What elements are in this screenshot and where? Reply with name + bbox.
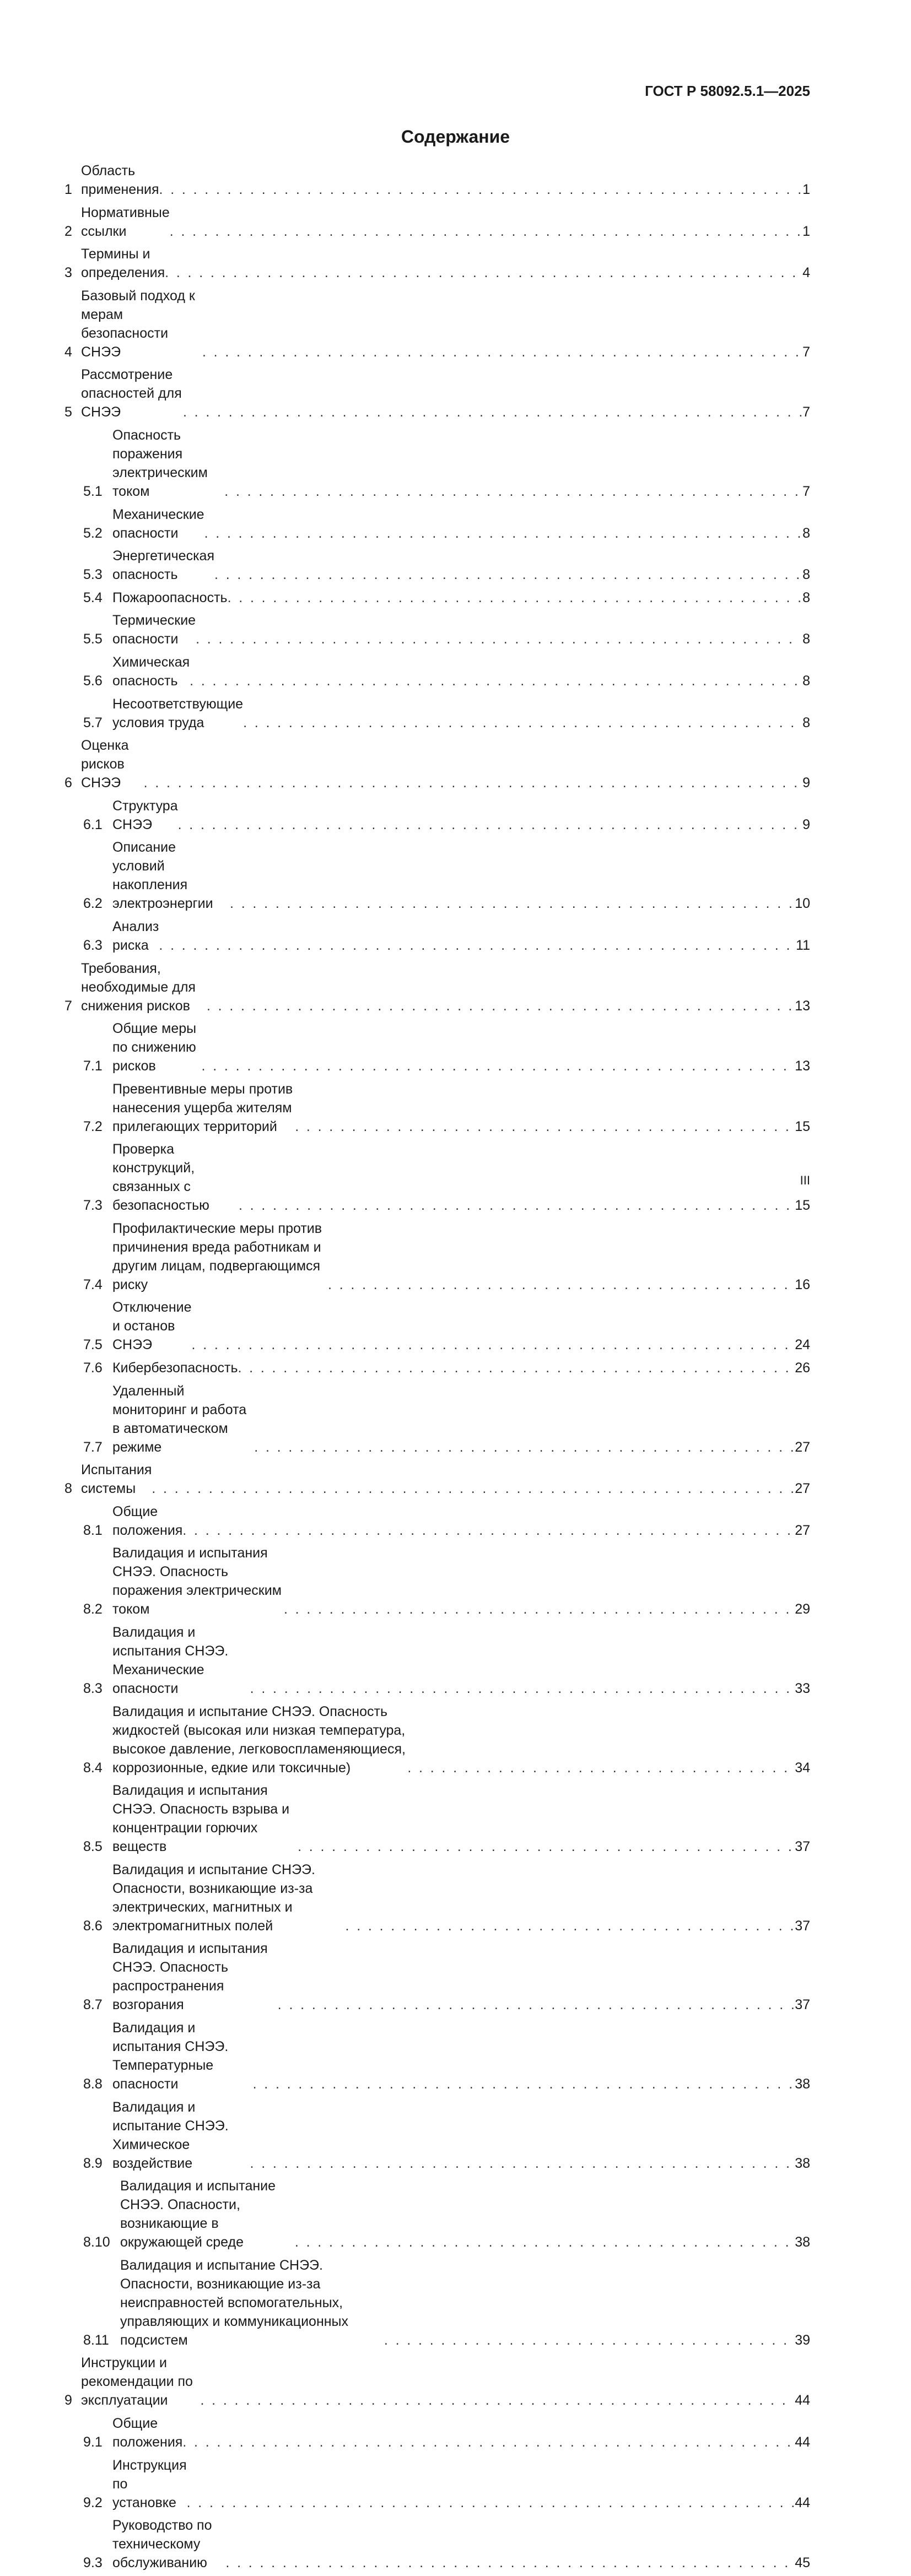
toc-entry[interactable] [64,1359,810,1377]
dot-leader [190,672,801,690]
toc-entry-page: 45 [795,2555,810,2571]
dot-leader [254,1438,794,1457]
toc-entry-title: Несоответствующие условия труда [112,696,244,730]
toc-entry-title: Валидация и испытания СНЭЭ. Опасность взрыва и концентрации горючих веществ [112,1783,290,1855]
toc-entry[interactable] [64,611,810,648]
toc-entry-number: 8.2 [83,1601,103,1617]
toc-entry-number: 2 [64,223,72,239]
dot-leader [159,180,802,199]
toc-entry[interactable] [64,1080,810,1136]
toc-entry-title: Область применения [81,163,159,197]
dot-leader [225,2553,794,2572]
dot-leader [182,1521,794,1540]
dot-leader [178,815,801,834]
toc-entry-title: Валидация и испытание СНЭЭ. Опасности, возникающие в окружающей среде [120,2178,276,2250]
dot-leader [202,343,801,361]
toc-entry-number: 8.1 [83,1522,103,1538]
toc-entry-number: 5 [64,404,72,420]
toc-entry-page: 15 [795,1198,810,1214]
toc-entry-title: Пожароопасность [112,589,228,605]
toc-entry-number: 6 [64,775,72,791]
toc-entry-page: 9 [802,816,810,832]
toc-entry[interactable] [64,838,810,913]
toc-entry-page: 27 [795,1481,810,1497]
toc-entry-title: Валидация и испытание СНЭЭ. Опасности, возникающие из-за неисправностей вспомогательных, управляющих и коммуникационных подсистем [120,2257,349,2348]
toc-entry-title: Базовый подход к мерам безопасности СНЭЭ [81,288,195,360]
toc-entry-title: Удаленный мониторинг и работа в автоматическом режиме [112,1383,247,1455]
toc-entry-number: 9.1 [83,2434,103,2450]
toc-entry-page: 8 [802,673,810,689]
toc-entry-number: 6.3 [83,937,103,953]
toc-entry-page: 38 [795,2155,810,2171]
toc-entry-number: 7 [64,998,72,1014]
toc-entry-title: Валидация и испытания СНЭЭ. Опасность поражения электрическим током [112,1545,282,1617]
toc-entry[interactable] [64,245,810,282]
toc-entry-page: 33 [795,1681,810,1697]
toc-entry-page: 15 [795,1118,810,1134]
dot-leader [182,2433,794,2451]
toc-entry[interactable] [64,2456,810,2512]
toc-entry-title: Оценка рисков СНЭЭ [81,738,129,791]
dot-leader [250,1679,794,1698]
toc-entry-page: 7 [802,344,810,360]
toc-entry-title: Общие меры по снижению рисков [112,1021,197,1074]
toc-entry-title: Кибербезопасность [112,1360,238,1376]
toc-entry-title: Термины и определения [81,246,165,281]
toc-entry-page: 37 [795,1918,810,1934]
dot-leader [243,713,801,732]
toc-entry[interactable] [64,1544,810,1619]
toc-entry-number: 5.3 [83,567,103,583]
toc-entry[interactable] [64,2414,810,2451]
toc-entry[interactable] [64,1382,810,1457]
toc-entry-title: Отключение и останов СНЭЭ [112,1300,192,1353]
toc-entry-page: 1 [802,182,810,197]
toc-entry-number: 7.5 [83,1337,103,1353]
toc-entry-page: 26 [795,1360,810,1376]
toc-entry[interactable] [64,1502,810,1540]
toc-entry-title: Инструкция по установке [112,2457,187,2510]
toc-entry-number: 8.6 [83,1918,103,1934]
toc-entry[interactable] [64,365,810,421]
toc-entry-page: 39 [795,2332,810,2348]
toc-entry-number: 7.6 [83,1360,103,1376]
toc-entry[interactable] [64,2018,810,2093]
dot-leader [196,630,801,648]
toc-entry-page: 34 [795,1760,810,1776]
toc-entry[interactable] [64,1939,810,2014]
dot-leader [230,894,794,913]
toc-entry-number: 9 [64,2393,72,2409]
toc-entry-number: 7.2 [83,1118,103,1134]
toc-entry[interactable] [64,1702,810,1777]
toc-entry[interactable] [64,1781,810,1856]
toc-entry-page: 38 [795,2234,810,2250]
toc-entry[interactable] [64,2353,810,2410]
toc-entry-page: 16 [795,1276,810,1292]
toc-entry-title: Валидация и испытания СНЭЭ. Температурные опасности [112,2020,229,2092]
toc-entry-title: Механические опасности [112,506,204,541]
toc-entry[interactable] [64,546,810,584]
toc-entry-number: 8.10 [83,2234,110,2250]
toc-entry-title: Рассмотрение опасностей для СНЭЭ [81,367,182,420]
toc-entry-title: Энергетическая опасность [112,548,214,583]
toc-entry[interactable] [64,1019,810,1075]
dot-leader [228,588,802,607]
toc-entry-number: 8.7 [83,1997,103,2013]
toc-entry-page: 1 [802,223,810,239]
toc-entry-page: 44 [795,2393,810,2409]
dot-leader [250,2154,794,2173]
toc-entry-number: 8.8 [83,2076,103,2092]
toc-entry-title: Профилактические меры против причинения вреда работникам и другим лицам, подвергающимся риску [112,1220,322,1292]
toc-entry-page: 24 [795,1337,810,1353]
toc-entry-page: 8 [802,631,810,647]
toc-entry[interactable] [64,1298,810,1354]
dot-leader [328,1275,794,1294]
toc-entry-title: Нормативные ссылки [81,204,170,239]
toc-entry-title: Превентивные меры против нанесения ущерба жителям прилегающих территорий [112,1081,293,1134]
toc-entry-number: 5.1 [83,483,103,499]
toc-entry[interactable] [64,161,810,199]
dot-leader [346,1917,794,1935]
toc-entry-page: 13 [795,998,810,1014]
toc-entry-page: 7 [802,404,810,420]
toc-entry[interactable] [64,959,810,1015]
toc-entry-number: 7.4 [83,1276,103,1292]
toc-entry-number: 8.11 [83,2332,109,2348]
toc-entry-title: Анализ риска [112,918,159,953]
toc-entry-page: 44 [795,2494,810,2510]
toc-entry-title: Проверка конструкций, связанных с безопасностью [112,1141,209,1214]
toc-entry-page: 37 [795,1997,810,2013]
dot-leader [187,2493,794,2512]
dot-leader [253,2075,794,2093]
dot-leader [183,403,801,421]
toc-entry[interactable] [64,426,810,501]
toc-entry-number: 5.6 [83,673,103,689]
toc-entry-number: 6.2 [83,896,103,912]
page-number: III [800,1173,810,1187]
toc-entry-number: 8.4 [83,1760,103,1776]
dot-leader [295,2233,794,2252]
dot-leader [200,2391,794,2410]
dot-leader [407,1758,794,1777]
toc-entry[interactable] [64,2516,810,2572]
toc-entry-number: 6.1 [83,816,103,832]
toc-entry-page: 9 [802,775,810,791]
toc-entry[interactable] [64,917,810,955]
toc-entry-title: Термические опасности [112,613,196,647]
toc-entry-number: 5.2 [83,525,103,541]
dot-leader [159,936,795,955]
toc-entry-page: 8 [802,525,810,541]
toc-entry-number: 7.3 [83,1198,103,1214]
dot-leader [224,482,801,501]
toc-entry-title: Опасность поражения электрическим током [112,427,208,499]
toc-entry-page: 13 [795,1058,810,1074]
toc-entry-title: Валидация и испытания СНЭЭ. Опасность распространения возгорания [112,1941,268,2013]
toc-entry[interactable] [64,2177,810,2252]
toc-entry-number: 8 [64,1481,72,1497]
toc-entry-number: 5.5 [83,631,103,647]
toc-entry[interactable] [64,797,810,834]
toc-entry-title: Инструкции и рекомендации по эксплуатации [81,2355,193,2409]
toc-entry-page: 27 [795,1522,810,1538]
dot-leader [284,1600,794,1619]
toc-entry-number: 9.2 [83,2494,103,2510]
toc-entry[interactable] [64,1219,810,1294]
toc-entry-page: 8 [802,567,810,583]
toc-entry[interactable] [64,286,810,361]
toc-entry-title: Руководство по техническому обслуживанию [112,2518,212,2571]
toc-entry-title: Валидация и испытание СНЭЭ. Опасность жидкостей (высокая или низкая температура, высокое давление, легковоспламеняющиеся, коррозионные, едкие или токсичные) [112,1703,406,1776]
toc-entry-number: 8.3 [83,1681,103,1697]
dot-leader [298,1837,794,1856]
toc-entry[interactable] [64,653,810,690]
dot-leader [295,1117,794,1136]
toc-entry-page: 37 [795,1839,810,1855]
toc-entry[interactable] [64,1140,810,1215]
toc-entry-number: 3 [64,265,72,281]
toc-entry-page: 8 [802,715,810,730]
toc-entry[interactable] [64,1623,810,1698]
toc-entry-number: 5.4 [83,589,103,605]
toc-entry-page: 11 [796,937,810,953]
toc-entry[interactable] [64,2098,810,2173]
toc-entry-title: Валидация и испытание СНЭЭ. Химическое воздействие [112,2099,229,2171]
dot-leader [239,1196,794,1215]
dot-leader [214,565,801,584]
toc-entry-page: 4 [802,265,810,281]
toc-entry[interactable] [64,736,810,792]
toc-entry-number: 7.7 [83,1439,103,1455]
toc-entry-page: 44 [795,2434,810,2450]
toc-entry[interactable] [64,505,810,543]
dot-leader [165,263,801,282]
toc-entry-page: 7 [802,483,810,499]
toc-entry-number: 5.7 [83,715,103,730]
page-title: Содержание [401,127,510,147]
document-id: ГОСТ Р 58092.5.1—2025 [645,83,810,99]
toc-entry[interactable] [64,203,810,241]
toc-entry[interactable] [64,1860,810,1935]
toc-entry-number: 8.5 [83,1839,103,1855]
toc-entry-number: 4 [64,344,72,360]
toc-entry-page: 29 [795,1601,810,1617]
toc-entry-number: 9.3 [83,2555,103,2571]
toc-entry-number: 7.1 [83,1058,103,1074]
toc-entry[interactable] [64,2256,810,2350]
dot-leader [238,1359,794,1377]
toc-entry-number: 8.9 [83,2155,103,2171]
dot-leader [192,1335,794,1354]
toc-entry[interactable] [64,1460,810,1498]
dot-leader [207,997,794,1015]
toc-entry-title: Описание условий накопления электроэнергии [112,840,213,912]
toc-entry-title: Структура СНЭЭ [112,798,178,832]
toc-entry-title: Общие положения [112,2415,183,2450]
toc-entry-number: 1 [64,182,72,197]
toc-entry-page: 27 [795,1439,810,1455]
dot-leader [152,1479,794,1498]
toc-entry-title: Испытания системы [81,1462,152,1497]
toc-entry-title: Общие положения [112,1503,183,1538]
toc-entry-page: 8 [802,589,810,605]
dot-leader [170,222,801,241]
dot-leader [384,2331,794,2350]
toc-entry-title: Химическая опасность [112,654,190,689]
toc-entry-page: 10 [795,896,810,912]
toc-entry[interactable] [64,588,810,607]
dot-leader [204,524,802,543]
toc-entry-title: Валидация и испытания СНЭЭ. Механические опасности [112,1625,229,1697]
toc-entry-title: Валидация и испытание СНЭЭ. Опасности, возникающие из-за электрических, магнитных и электромагнитных полей [112,1861,315,1934]
toc-entry-page: 38 [795,2076,810,2092]
toc-entry-title: Требования, необходимые для снижения рисков [81,960,196,1014]
toc-entry[interactable] [64,695,810,732]
table-of-contents [64,161,810,2576]
dot-leader [144,773,801,792]
dot-leader [202,1057,794,1075]
dot-leader [278,1995,794,2014]
